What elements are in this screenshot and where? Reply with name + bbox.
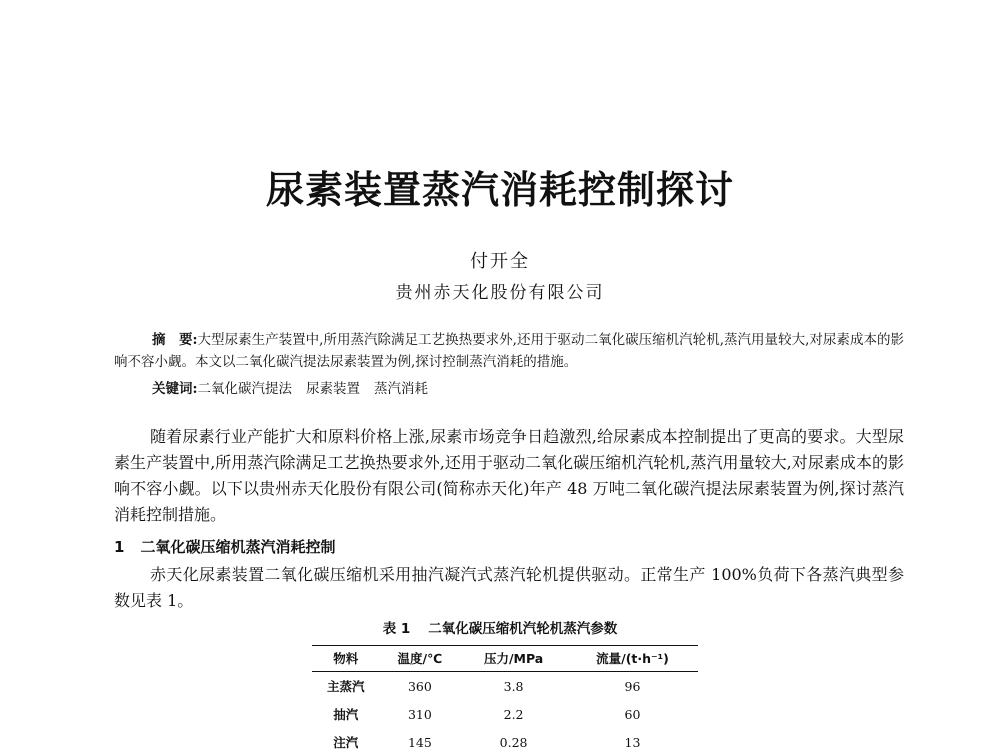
table-cell: 96 [624, 678, 641, 694]
author-name: 付开全 [470, 251, 530, 272]
keyword: 二氧化碳汽提法 [197, 381, 292, 397]
section-paragraph [114, 562, 904, 614]
abstract [114, 329, 904, 373]
abstract-text: 大型尿素生产装置中,所用蒸汽除满足工艺换热要求外,还用于驱动二氧化碳压缩机汽轮机,蒸汽用量较大,对尿素成本的影响不容小觑。本文以二氧化碳汽提法尿素装置为例,探讨控制蒸汽消耗的措施。 [114, 332, 904, 370]
table-caption [0, 617, 1000, 637]
author-affiliation: 贵州赤天化股份有限公司 [395, 283, 605, 303]
keywords-label: 关键词: [152, 381, 198, 397]
section-number: 1 [114, 538, 125, 556]
table-cell: 60 [624, 706, 641, 722]
section-title: 二氧化碳压缩机蒸汽消耗控制 [140, 538, 336, 556]
keywords [152, 378, 902, 400]
table-caption-text: 二氧化碳压缩机汽轮机蒸汽参数 [428, 621, 618, 637]
table-cell: 0.28 [499, 734, 528, 750]
table-header-cell: 压力/MPa [460, 646, 567, 672]
table-cell: 13 [624, 734, 641, 750]
table-header-cell: 物料 [312, 646, 380, 672]
table-header-cell: 温度/℃ [380, 646, 461, 672]
keyword: 蒸汽消耗 [373, 381, 428, 397]
table-row [312, 700, 698, 728]
intro-paragraph [114, 424, 904, 528]
table-cell: 注汽 [333, 735, 359, 750]
table-row [312, 728, 698, 756]
table-cell: 3.8 [503, 678, 524, 694]
table-header-cell: 流量/(t·h⁻¹) [567, 646, 698, 672]
table-cell: 360 [407, 678, 432, 694]
table-row [312, 672, 698, 701]
table-cell: 2.2 [503, 706, 524, 722]
section-heading [114, 536, 335, 558]
table-number: 表 1 [382, 621, 411, 637]
table-header-row [312, 646, 698, 672]
table-cell: 主蒸汽 [327, 679, 365, 694]
abstract-label: 摘 要: [152, 332, 198, 348]
table-cell: 145 [407, 734, 432, 750]
section-text: 赤天化尿素装置二氧化碳压缩机采用抽汽凝汽式蒸汽轮机提供驱动。正常生产 100%负荷下各蒸汽典型参数见表 1。 [114, 565, 904, 610]
table-cell: 310 [407, 706, 432, 722]
table-cell: 抽汽 [333, 707, 359, 722]
paper-title: 尿素装置蒸汽消耗控制探讨 [265, 167, 734, 212]
intro-text: 随着尿素行业产能扩大和原料价格上涨,尿素市场竞争日趋激烈,给尿素成本控制提出了更高的要求。大型尿素生产装置中,所用蒸汽除满足工艺换热要求外,还用于驱动二氧化碳压缩机汽轮机,蒸汽用量较大,对尿素成本的影响不容小觑。以下以贵州赤天化股份有限公司(简称赤天化)年产 48 万吨二氧化碳汽提法尿素装置为例,探讨蒸汽消耗控制措施。 [114, 427, 904, 524]
keyword: 尿素装置 [305, 381, 360, 397]
parameter-table [312, 645, 698, 756]
